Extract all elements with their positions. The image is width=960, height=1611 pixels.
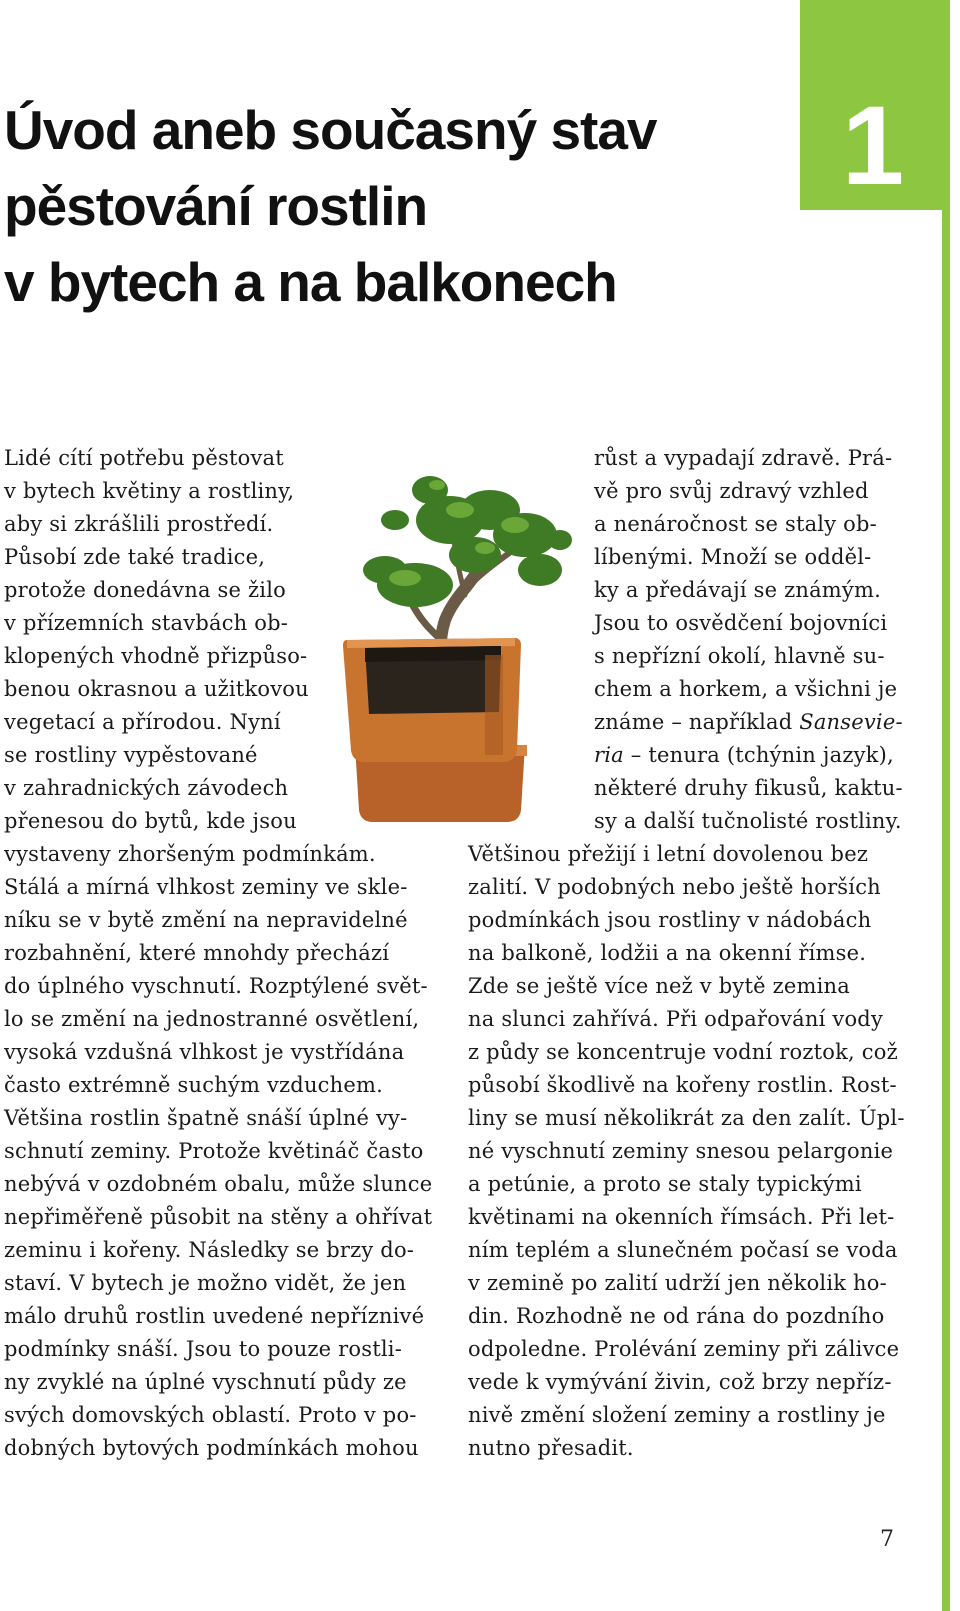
text-line: s nepřízní okolí, hlavně su-	[594, 644, 885, 668]
text-line: Lidé cítí potřebu pěstovat	[4, 446, 284, 470]
text-line: Zde se ještě více než v bytě zemina	[468, 974, 850, 998]
text-line: Většinou přežijí i letní dovolenou bez	[468, 842, 869, 866]
title-line: pěstování rostlin	[4, 175, 428, 237]
text-line: vě pro svůj zdravý vzhled	[594, 479, 869, 503]
text-line: odpoledne. Prolévání zeminy při zálivce	[468, 1337, 900, 1361]
text-line: se rostliny vypěstované	[4, 743, 258, 767]
italic-species-name: Sansevie-	[799, 710, 903, 734]
text-line: a nenáročnost se staly ob-	[594, 512, 877, 536]
text-line: na balkoně, lodžii a na okenní římse.	[468, 941, 867, 965]
text-line: nebývá v ozdobném obalu, může slunce	[4, 1172, 433, 1196]
text-line: podmínkách jsou rostliny v nádobách	[468, 908, 872, 932]
text-line: nepřiměřeně působit na stěny a ohřívat	[4, 1205, 433, 1229]
text-line: přenesou do bytů, kde jsou	[4, 809, 297, 833]
text-line: vede k vymývání živin, což brzy nepříz-	[468, 1370, 892, 1394]
text-line: níku se v bytě změní na nepravidelné	[4, 908, 408, 932]
text-line: některé druhy fikusů, kaktu-	[594, 776, 903, 800]
title-line: Úvod aneb současný stav	[4, 99, 657, 161]
text-line: a petúnie, a proto se staly typickými	[468, 1172, 862, 1196]
text-line: podmínky snáší. Jsou to pouze rostli-	[4, 1337, 403, 1361]
text-line	[594, 706, 903, 739]
text-line: liny se musí několikrát za den zalít. Úpl-	[468, 1106, 905, 1130]
text-line: nutno přesadit.	[468, 1436, 634, 1460]
text-line: málo druhů rostlin uvedené nepříznivé	[4, 1304, 425, 1328]
text-line: do úplného vyschnutí. Rozptýlené svět-	[4, 974, 428, 998]
text-line: svých domovských oblastí. Proto v po-	[4, 1403, 417, 1427]
text-line: zalití. V podobných nebo ještě horších	[468, 875, 881, 899]
text-line: z půdy se koncentruje vodní roztok, což	[468, 1040, 898, 1064]
text-line: din. Rozhodně ne od rána do pozdního	[468, 1304, 885, 1328]
italic-species-name: ria	[594, 743, 624, 767]
text-line: růst a vypadají zdravě. Prá-	[594, 446, 893, 470]
text-line: v přízemních stavbách ob-	[4, 611, 289, 635]
text-line: vegetací a přírodou. Nyní	[4, 710, 281, 734]
text-line: Stálá a mírná vlhkost zeminy ve skle-	[4, 875, 408, 899]
title-line: v bytech a na balkonech	[4, 251, 617, 313]
text-line: nivě změní složení zeminy a rostliny je	[468, 1403, 886, 1427]
text-segment: známe – například	[594, 710, 800, 734]
page-number: 7	[880, 1527, 894, 1552]
text-line: klopených vhodně přizpůso-	[4, 644, 308, 668]
text-line: v zahradnických závodech	[4, 776, 289, 800]
text-line: v bytech květiny a rostliny,	[4, 479, 295, 503]
text-line: protože donedávna se žilo	[4, 578, 286, 602]
text-line: líbenými. Množí se odděl-	[594, 545, 872, 569]
text-line: Působí zde také tradice,	[4, 545, 266, 569]
text-line: Jsou to osvědčení bojovníci	[594, 611, 888, 635]
text-line: ny zvyklé na úplné vyschnutí půdy ze	[4, 1370, 407, 1394]
text-line: lo se změní na jednostranné osvětlení,	[4, 1007, 420, 1031]
text-line: zeminu i kořeny. Následky se brzy do-	[4, 1238, 415, 1262]
chapter-tab	[800, 0, 942, 210]
accent-side-bar	[942, 0, 950, 1611]
text-line: staví. V bytech je možno vidět, že jen	[4, 1271, 407, 1295]
text-line: schnutí zeminy. Protože květináč často	[4, 1139, 424, 1163]
text-line: v zemině po zalití udrží jen několik ho-	[468, 1271, 887, 1295]
text-line: aby si zkrášlili prostředí.	[4, 512, 274, 536]
text-line: vysoká vzdušná vlhkost je vystřídána	[4, 1040, 405, 1064]
text-line: sy a další tučnolisté rostliny.	[594, 809, 902, 833]
text-segment: – tenura (tchýnin jazyk),	[623, 743, 894, 767]
text-line: né vyschnutí zeminy snesou pelargonie	[468, 1139, 894, 1163]
text-line: Většina rostlin špatně snáší úplné vy-	[4, 1106, 408, 1130]
text-line: benou okrasnou a užitkovou	[4, 677, 309, 701]
text-line: na slunci zahřívá. Při odpařování vody	[468, 1007, 884, 1031]
chapter-number: 1	[841, 83, 901, 208]
bonsai-plant-image	[325, 460, 580, 840]
text-line: květinami na okenních římsách. Při let-	[468, 1205, 895, 1229]
text-line: rozbahnění, které mnohdy přechází	[4, 941, 390, 965]
text-line: působí škodlivě na kořeny rostlin. Rost-	[468, 1073, 897, 1097]
text-line: často extrémně suchým vzduchem.	[4, 1073, 383, 1097]
text-line: ky a předávají se známým.	[594, 578, 881, 602]
text-line: vystaveny zhoršeným podmínkám.	[4, 842, 376, 866]
text-line: ním teplém a slunečném počasí se voda	[468, 1238, 898, 1262]
text-line: chem a horkem, a všichni je	[594, 677, 898, 701]
text-line	[594, 739, 894, 772]
text-line: dobných bytových podmínkách mohou	[4, 1436, 419, 1460]
chapter-title	[4, 92, 774, 320]
